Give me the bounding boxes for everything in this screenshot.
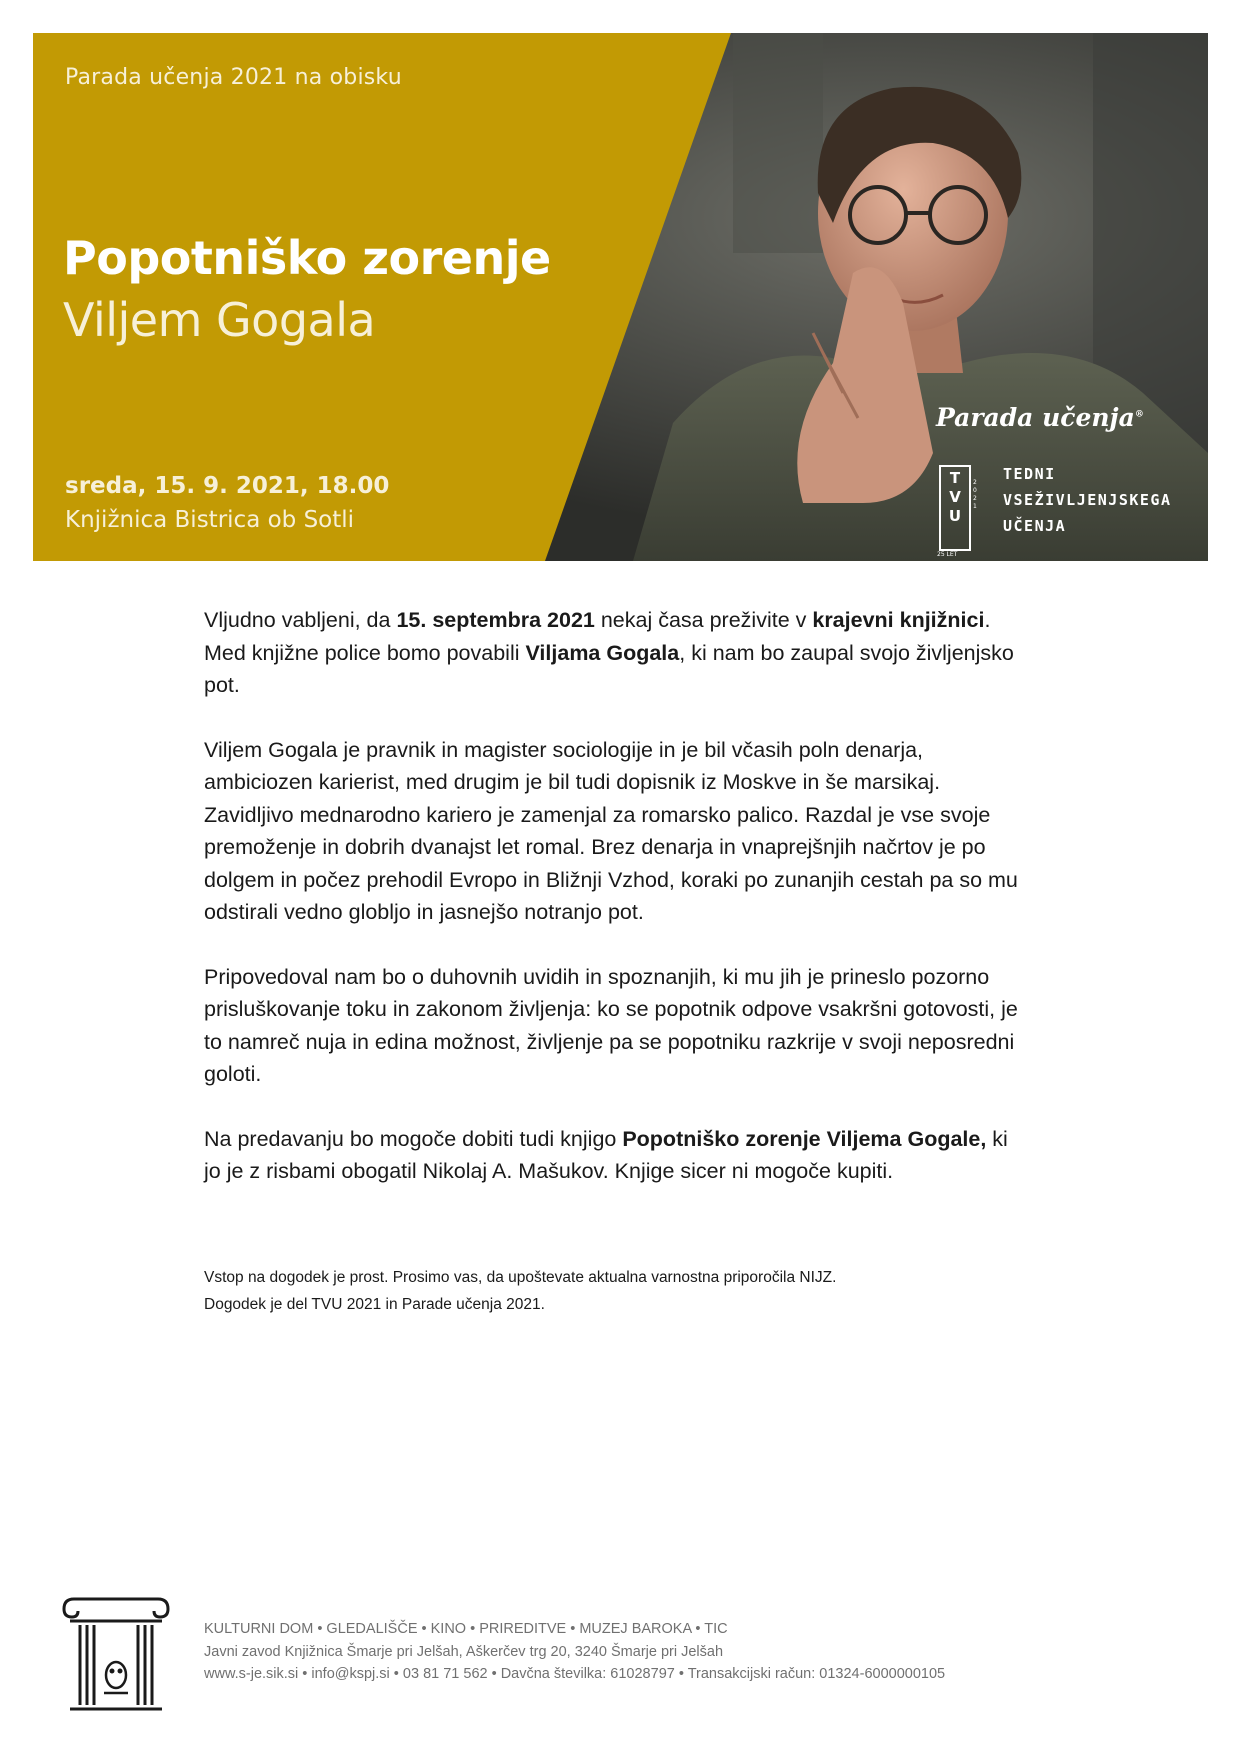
tvu-line-1: TEDNI <box>1003 465 1056 483</box>
event-date: sreda, 15. 9. 2021, 18.00 <box>65 473 390 499</box>
footer-address: Javni zavod Knjižnica Šmarje pri Jelšah, Aškerčev trg 20, 3240 Šmarje pri Jelšah <box>204 1643 724 1660</box>
event-banner <box>33 33 1208 561</box>
footer-info <box>204 1618 945 1686</box>
note-entry: Vstop na dogodek je prost. Prosimo vas, da upoštevate aktualna varnostna priporočila NIJZ. <box>204 1269 837 1286</box>
paragraph-intro: Vljudno vabljeni, da 15. septembra 2021 nekaj časa preživite v krajevni knjižnici. Med knjižne police bomo povabili Viljama Gogala, ki nam bo zaupal svojo življenjsko pot. <box>204 608 1014 697</box>
paragraph-book: Na predavanju bo mogoče dobiti tudi knjigo Popotniško zorenje Viljema Gogale, ki jo je z risbami obogatil Nikolaj A. Mašukov. Knjige sicer ni mogoče kupiti. <box>204 1126 1008 1183</box>
tvu-anniversary: 25 LET <box>937 551 958 558</box>
event-title: Popotniško zorenje <box>63 231 551 285</box>
event-notes <box>204 1264 836 1318</box>
tvu-year: 2 0 2 1 <box>973 479 977 510</box>
event-author: Viljem Gogala <box>63 293 376 347</box>
event-venue: Knjižnica Bistrica ob Sotli <box>65 507 355 533</box>
paragraph-talk: Pripovedoval nam bo o duhovnih uvidih in spoznanjih, ki mu jih je prineslo pozorno prisluškovanje toku in zakonom življenja: ko se popotnik odpove vsakršni gotovosti, je to namreč nuja in edina možnost, življenje pa se popotniku razkrije v svoji neposredni goloti. <box>204 964 1018 1086</box>
library-logo-icon <box>60 1597 172 1715</box>
note-tvu: Dogodek je del TVU 2021 in Parade učenja 2021. <box>204 1296 545 1313</box>
parada-ucenja-logo: Parada učenja® <box>936 403 1144 432</box>
invitation-body <box>204 604 1024 1220</box>
banner-kicker: Parada učenja 2021 na obisku <box>65 65 402 90</box>
tvu-logo-mark: T V U <box>939 465 971 551</box>
tvu-line-3: UČENJA <box>1003 517 1067 535</box>
tvu-line-2: VSEŽIVLJENJSKEGA <box>1003 491 1172 509</box>
footer-services: KULTURNI DOM • GLEDALIŠČE • KINO • PRIREDITVE • MUZEJ BAROKA • TIC <box>204 1621 728 1637</box>
paragraph-biography: Viljem Gogala je pravnik in magister sociologije in je bil včasih poln denarja, ambiciozen karierist, med drugim je bil tudi dopisnik iz Moskve in še marsikaj. Zavidljivo mednarodno kariero je zamenjal za romarsko palico. Razdal je vse svoje premoženje in dobrih dvanajst let romal. Brez denarja in vnaprejšnjih načrtov je po dolgem in počez prehodil Evropo in Bližnji Vzhod, koraki po zunanjih cestah pa so mu odstirali vedno globljo in jasnejšo notranjo pot. <box>204 737 1018 924</box>
footer-contacts: www.s-je.sik.si • info@kspj.si • 03 81 71 562 • Davčna številka: 61028797 • Transakcijski račun: 01324-6000000105 <box>204 1666 946 1682</box>
